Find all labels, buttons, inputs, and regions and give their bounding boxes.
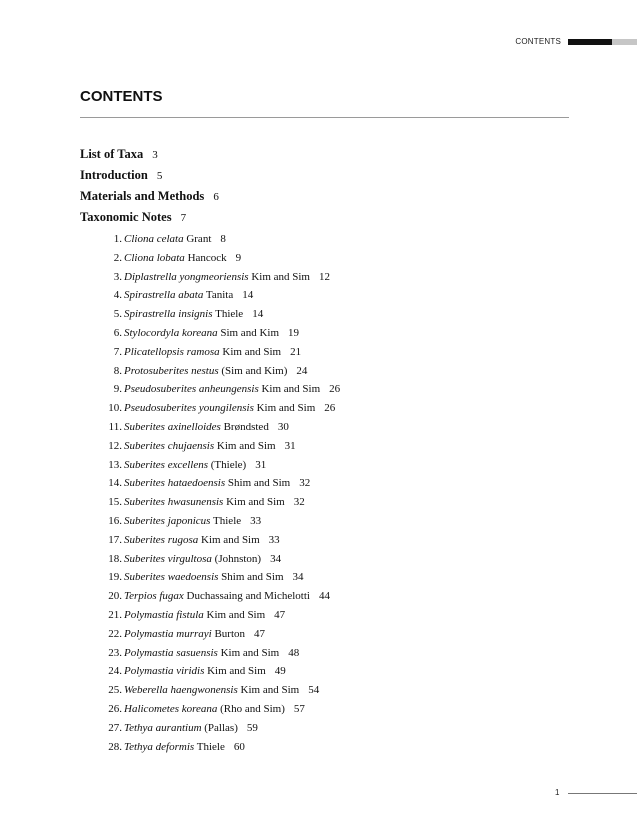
taxon-name: Polymastia sasuensis [124,646,218,659]
taxon-number: 16. [108,514,122,527]
taxon-name: Cliona celata [124,233,184,245]
page-title: CONTENTS [80,88,163,105]
taxon-number: 21. [108,608,122,621]
taxon-number: 4. [113,289,122,302]
taxon-author: Burton [214,627,246,640]
toc-taxon-entry[interactable] [80,719,569,738]
taxon-author: (Thiele) [210,458,247,471]
taxon-number: 8. [113,364,122,377]
taxon-number: 18. [108,552,122,565]
taxon-page: 24 [296,364,308,377]
taxon-author: Thiele [213,514,242,527]
taxon-number: 27. [108,721,122,734]
taxon-page: 14 [242,289,254,302]
toc-section-page: 7 [180,212,187,224]
running-head-bar-light [612,39,637,45]
taxon-page: 32 [299,477,311,490]
taxon-author: (Rho and Sim) [220,702,285,715]
taxon-number: 14. [108,477,122,490]
toc-taxon-entry[interactable] [80,268,569,287]
toc-taxon-entry[interactable] [80,305,569,324]
page-number: 1 [555,788,560,797]
taxon-author: Kim and Sim [216,439,276,452]
taxon-page: 19 [288,326,299,339]
toc-section-entry[interactable] [80,207,569,228]
toc-section-title: Materials and Methods [80,189,205,203]
toc-taxon-entry[interactable] [80,587,569,606]
toc-taxon-entry[interactable] [80,324,569,343]
taxon-number: 10. [108,402,122,415]
taxon-number: 7. [113,345,122,358]
taxon-name: Suberites virgultosa [124,552,212,565]
taxon-name: Spirastrella abata [124,289,204,302]
toc-taxon-entry[interactable] [80,738,569,757]
taxon-number: 28. [108,740,122,753]
toc-section-page: 6 [213,191,219,203]
taxon-name: Weberella haengwonensis [124,684,238,697]
taxon-name: Halicometes koreana [124,702,218,715]
taxon-page: 59 [246,721,258,734]
taxon-author: Hancock [187,251,227,264]
taxon-name: Suberites japonicus [124,514,211,527]
taxon-author: Kim and Sim [222,345,282,358]
taxon-author: (Johnston) [214,552,262,565]
taxon-number: 5. [113,308,122,321]
taxon-author: Shim and Sim [227,477,291,490]
taxon-number: 12. [108,439,122,452]
taxon-name: Pseudosuberites youngilensis [124,402,254,415]
taxon-page: 47 [274,608,286,621]
toc-taxon-entry[interactable] [80,700,569,719]
taxon-author: Kim and Sim [207,665,266,678]
taxon-author: Sim and Kim [220,326,279,339]
taxon-number: 23. [108,646,122,659]
taxon-number: 20. [108,590,122,603]
taxon-page: 33 [268,533,280,546]
taxon-name: Suberites axinelloides [124,420,221,433]
running-head-bar-dark [568,39,612,45]
toc-taxon-entry[interactable] [80,362,569,381]
toc-section-title: Taxonomic Notes [80,210,172,224]
taxon-author: Kim and Sim [256,402,316,415]
taxon-page: 8 [220,233,226,245]
taxon-page: 9 [235,251,242,264]
toc-taxon-entry[interactable] [80,568,569,587]
taxon-page: 31 [284,439,296,452]
taxon-author: Kim and Sim [220,646,280,659]
taxon-name: Plicatellopsis ramosa [124,345,220,358]
taxon-page: 26 [329,383,341,396]
table-of-contents [80,144,569,756]
taxon-page: 33 [250,514,262,527]
taxa-list [80,230,569,756]
taxon-author: Thiele [215,308,244,321]
taxon-name: Suberites excellens [124,458,208,471]
toc-taxon-entry[interactable] [80,249,569,268]
toc-taxon-entry[interactable] [80,531,569,550]
taxon-page: 32 [293,496,305,509]
taxon-page: 48 [288,646,300,659]
taxon-name: Tethya aurantium [124,721,202,734]
taxon-number: 6. [113,326,122,339]
taxon-author: Duchassaing and Michelotti [186,590,310,603]
taxon-page: 21 [290,345,302,358]
toc-taxon-entry[interactable] [80,418,569,437]
toc-taxon-entry[interactable] [80,474,569,493]
toc-taxon-entry[interactable] [80,343,569,362]
taxon-page: 49 [274,665,286,678]
taxon-author: Grant [186,233,212,245]
taxon-name: Suberites hwasunensis [124,496,224,509]
taxon-number: 9. [113,383,122,396]
taxon-name: Suberites rugosa [124,533,199,546]
toc-section-entry[interactable] [80,165,569,186]
toc-taxon-entry[interactable] [80,380,569,399]
taxon-name: Terpios fugax [124,590,184,603]
taxon-page: 54 [308,684,320,697]
taxon-number: 3. [113,270,122,283]
toc-taxon-entry[interactable] [80,437,569,456]
page-footer [0,787,637,799]
taxon-number: 19. [108,571,122,584]
taxon-name: Pseudosuberites anheungensis [124,383,259,396]
toc-taxon-entry[interactable] [80,681,569,700]
toc-taxon-entry[interactable] [80,625,569,644]
toc-taxon-entry[interactable] [80,456,569,475]
taxon-page: 14 [252,308,264,321]
taxon-author: Kim and Sim [261,383,321,396]
toc-taxon-entry[interactable] [80,493,569,512]
taxon-page: 34 [292,571,304,584]
taxon-author: Brøndsted [223,420,269,433]
taxon-number: 24. [108,665,122,678]
taxon-number: 15. [108,496,122,509]
taxon-name: Polymastia viridis [124,665,205,678]
taxon-number: 25. [108,684,122,697]
taxon-name: Diplastrella yongmeoriensis [124,270,249,283]
toc-taxon-entry[interactable] [80,512,569,531]
taxon-name: Polymastia fistula [124,608,204,621]
taxon-page: 12 [318,270,330,283]
taxon-author: Shim and Sim [221,571,284,584]
toc-taxon-entry[interactable] [80,644,569,663]
taxon-name: Suberites hataedoensis [124,477,226,490]
taxon-number: 26. [108,702,122,715]
taxon-author: Thiele [196,740,225,753]
toc-taxon-entry[interactable] [80,230,569,249]
running-head [0,37,637,47]
title-divider [80,117,569,118]
taxon-author: Kim and Sim [206,608,266,621]
taxon-number: 13. [108,458,122,471]
taxon-page: 44 [318,590,330,603]
taxon-page: 34 [270,552,282,565]
toc-section-title: Introduction [80,168,148,182]
taxon-name: Suberites chujaensis [124,439,215,452]
taxon-name: Polymastia murrayi [124,627,212,640]
toc-section-page: 3 [152,149,158,161]
toc-taxon-entry[interactable] [80,286,569,305]
toc-taxon-entry[interactable] [80,399,569,418]
taxon-author: Kim and Sim [240,684,300,697]
taxon-name: Cliona lobata [124,251,185,264]
taxon-author: Kim and Sim [251,270,310,283]
running-head-label: CONTENTS [515,37,561,46]
taxon-page: 57 [293,702,305,715]
toc-taxon-entry[interactable] [80,550,569,569]
toc-taxon-entry[interactable] [80,662,569,681]
taxon-name: Tethya deformis [124,740,195,753]
taxon-page: 26 [324,402,336,415]
taxon-author: (Pallas) [204,721,238,734]
taxon-page: 31 [255,458,267,471]
taxon-author: Tanita [205,289,234,302]
taxon-page: 47 [254,627,266,640]
toc-section-title: List of Taxa [80,147,144,161]
taxon-number: 17. [108,533,122,546]
taxon-page: 30 [277,420,289,433]
toc-section-entry[interactable] [80,144,569,165]
taxon-page: 60 [233,740,245,753]
taxon-number: 1. [113,233,122,245]
taxon-author: (Sim and Kim) [221,364,288,377]
taxon-name: Stylocordyla koreana [124,326,218,339]
taxon-name: Spirastrella insignis [124,308,213,321]
taxon-author: Kim and Sim [201,533,260,546]
taxon-name: Suberites waedoensis [124,571,219,584]
toc-section-page: 5 [156,170,163,182]
taxon-author: Kim and Sim [226,496,285,509]
taxon-name: Protosuberites nestus [124,364,219,377]
footer-rule [568,793,637,794]
toc-taxon-entry[interactable] [80,606,569,625]
taxon-number: 11. [108,420,122,433]
toc-section-entry[interactable] [80,186,569,207]
taxon-number: 2. [113,251,122,264]
taxon-number: 22. [108,627,122,640]
